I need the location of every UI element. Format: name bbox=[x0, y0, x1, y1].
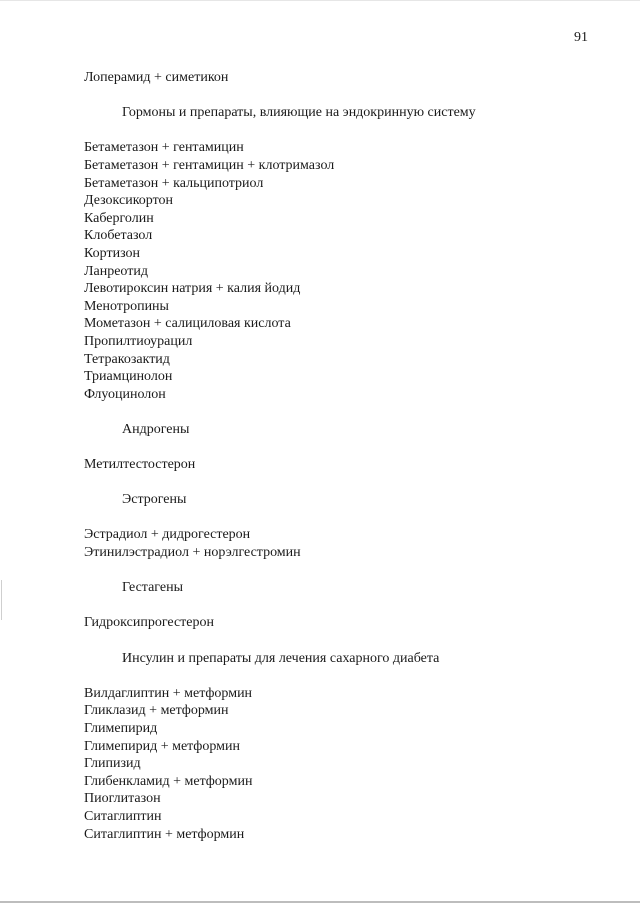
list-item: Тетракозактид bbox=[84, 351, 170, 367]
scan-edge-left bbox=[1, 580, 2, 620]
list-item: Гликлазид + метформин bbox=[84, 703, 229, 719]
section-heading: Инсулин и препараты для лечения сахарного диабета bbox=[122, 650, 440, 666]
list-item: Ланреотид bbox=[84, 263, 148, 279]
list-item: Эстрадиол + дидрогестерон bbox=[84, 527, 251, 543]
document-body bbox=[84, 69, 614, 843]
list-item: Левотироксин натрия + калия йодид bbox=[84, 281, 301, 297]
scan-edge-bottom bbox=[0, 901, 640, 903]
list-item: Пропилтиоурацил bbox=[84, 333, 193, 349]
spacer bbox=[84, 122, 614, 140]
list-item: Флуоцинолон bbox=[84, 386, 166, 402]
list-item: Глимепирид bbox=[84, 720, 158, 736]
list-item: Этинилэстрадиол + норэлгестромин bbox=[84, 545, 301, 561]
list-item: Каберголин bbox=[84, 210, 154, 226]
spacer bbox=[84, 87, 614, 105]
spacer bbox=[84, 562, 614, 580]
list-item: Лоперамид + симетикон bbox=[84, 70, 229, 85]
scan-edge-top bbox=[0, 0, 640, 1]
list-item: Бетаметазон + гентамицин + клотримазол bbox=[84, 157, 335, 173]
spacer bbox=[84, 597, 614, 615]
spacer bbox=[84, 474, 614, 492]
list-item: Ситаглиптин + метформин bbox=[84, 826, 245, 842]
section-heading: Андрогены bbox=[122, 421, 190, 437]
section-heading: Гормоны и препараты, влияющие на эндокринную систему bbox=[122, 105, 476, 121]
spacer bbox=[84, 632, 614, 650]
list-item: Глимепирид + метформин bbox=[84, 738, 240, 754]
list-item: Бетаметазон + кальципотриол bbox=[84, 175, 264, 191]
list-item: Пиоглитазон bbox=[84, 791, 161, 807]
list-item: Мометазон + салициловая кислота bbox=[84, 316, 291, 332]
list-item: Глипизид bbox=[84, 756, 141, 772]
list-item: Клобетазол bbox=[84, 228, 153, 244]
list-item: Гидроксипрогестерон bbox=[84, 615, 214, 631]
spacer bbox=[84, 509, 614, 527]
list-item: Метилтестостерон bbox=[84, 457, 196, 473]
list-item: Глибенкламид + метформин bbox=[84, 773, 253, 789]
list-item: Кортизон bbox=[84, 245, 141, 261]
list-item: Бетаметазон + гентамицин bbox=[84, 140, 244, 156]
list-item: Менотропины bbox=[84, 298, 169, 314]
list-item: Триамцинолон bbox=[84, 369, 173, 385]
page-number: 91 bbox=[574, 30, 588, 45]
list-item: Ситаглиптин bbox=[84, 808, 162, 824]
list-item: Вилдаглиптин + метформин bbox=[84, 685, 253, 701]
section-heading: Эстрогены bbox=[122, 492, 187, 508]
list-item: Дезоксикортон bbox=[84, 193, 174, 209]
spacer bbox=[84, 438, 614, 456]
spacer bbox=[84, 403, 614, 421]
section-heading: Гестагены bbox=[122, 580, 183, 596]
spacer bbox=[84, 667, 614, 685]
